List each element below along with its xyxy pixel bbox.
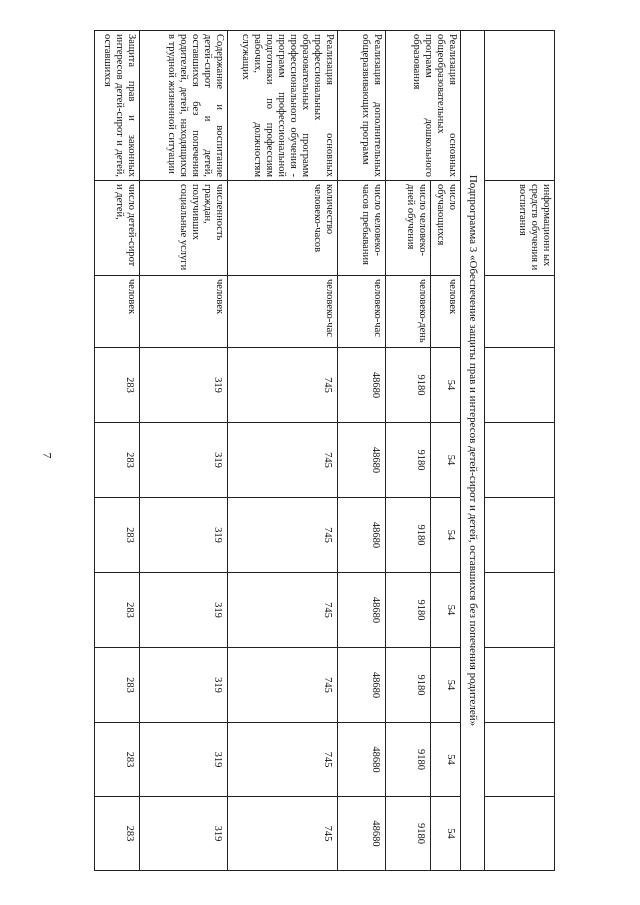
table-row: Реализация основных профессиональных образовательных программ профессионального обучения - программ профессиональной подготовки по профессиям рабочих, должностям служащих количество человеко-часов человеко-час 745 745 745 745 745 745 745 [228, 31, 338, 871]
subprogram-title: Подпрограмма 3 «Обеспечение защиты прав и интересов детей-сирот и детей, оставшихся без попечения родителей» [461, 31, 485, 871]
table-row: Реализация дополнительных общеразвивающих программ число человеко-часов пребывания человеко-час 48680 48680 48680 48680 48680 48680 48680 [338, 31, 386, 871]
subprogram-row [461, 31, 485, 871]
table-row: число человеко-дней обучения человеко-день 9180 9180 9180 9180 9180 9180 9180 [386, 31, 431, 871]
data-table [94, 30, 555, 871]
header-cell: информационн ых средств обучения и воспитания [485, 181, 555, 276]
table-row: Защита прав и законных интересов детей-сирот и детей, оставшихся число детей-сирот и детей, человек 283 283 283 283 283 283 283 [95, 31, 140, 871]
table-row: Реализация основных общеобразовательных программ дошкольного образования число обучающихся человек 54 54 54 54 54 54 54 [431, 31, 461, 871]
rotated-page [95, 30, 555, 870]
page-number: 7 [40, 452, 55, 459]
header-row [485, 31, 555, 871]
table-row: Содержание и воспитание детей-сирот и детей, оставшихся без попечения родителей, детей, находящихся в трудной жизненной ситуации численность граждан, получивших социальные услуги человек 319 319 319 319 319 319 319 [140, 31, 228, 871]
